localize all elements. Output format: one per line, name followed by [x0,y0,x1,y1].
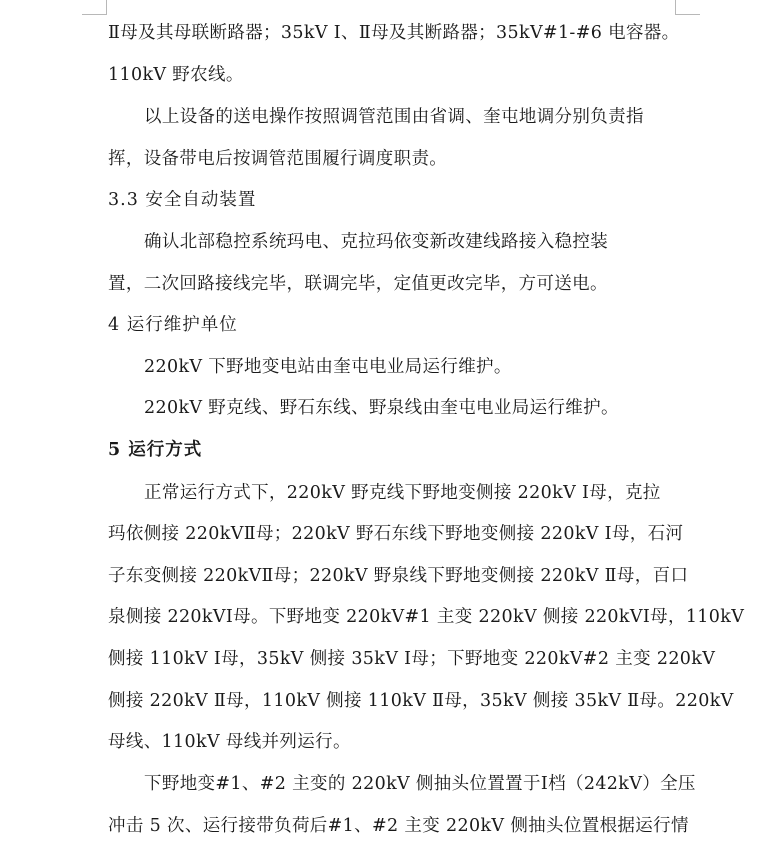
page-corner-mark-right [675,0,700,15]
text-line: 110kV 野农线。 [108,65,244,85]
text-line: 子东变侧接 220kVⅡ母；220kV 野泉线下野地变侧接 220kV Ⅱ母，百口 [108,566,689,586]
text-line: 挥，设备带电后按调管范围履行调度职责。 [108,149,448,169]
text-line: 侧接 220kV Ⅱ母，110kV 侧接 110kV Ⅱ母，35kV 侧接 35kV Ⅱ母。220kV [108,691,734,711]
text-line: 220kV 下野地变电站由奎屯电业局运行维护。 [144,357,512,377]
text-line: 以上设备的送电操作按照调管范围由省调、奎屯地调分别负责指 [144,107,644,127]
text-line: 下野地变#1、#2 主变的 220kV 侧抽头位置置于Ⅰ档（242kV）全压 [144,774,696,794]
text-line: 220kV 野克线、野石东线、野泉线由奎屯电业局运行维护。 [144,398,619,418]
text-line: 正常运行方式下，220kV 野克线下野地变侧接 220kV Ⅰ母，克拉 [144,483,661,503]
text-line: 母线、110kV 母线并列运行。 [108,732,351,752]
text-line: 侧接 110kV Ⅰ母，35kV 侧接 35kV Ⅰ母；下野地变 220kV#2 主变 220kV [108,649,716,669]
section-heading-3-3: 3.3 安全自动装置 [108,190,257,210]
section-heading-4: 4 运行维护单位 [108,315,238,335]
text-line: Ⅱ母及其母联断路器；35kV Ⅰ、Ⅱ母及其断路器；35kV#1-#6 电容器。 [108,23,680,43]
text-line: 置，二次回路接线完毕，联调完毕，定值更改完毕，方可送电。 [108,274,608,294]
text-line: 玛依侧接 220kVⅡ母；220kV 野石东线下野地变侧接 220kV Ⅰ母，石河 [108,524,684,544]
section-heading-5: 5 运行方式 [108,440,203,460]
page-corner-mark-left [82,0,107,15]
text-line: 确认北部稳控系统玛电、克拉玛依变新改建线路接入稳控装 [144,232,609,252]
text-line: 冲击 5 次、运行接带负荷后#1、#2 主变 220kV 侧抽头位置根据运行情 [108,816,689,836]
text-line: 泉侧接 220kVⅠ母。下野地变 220kV#1 主变 220kV 侧接 220kVⅠ母，110kV [108,607,745,627]
